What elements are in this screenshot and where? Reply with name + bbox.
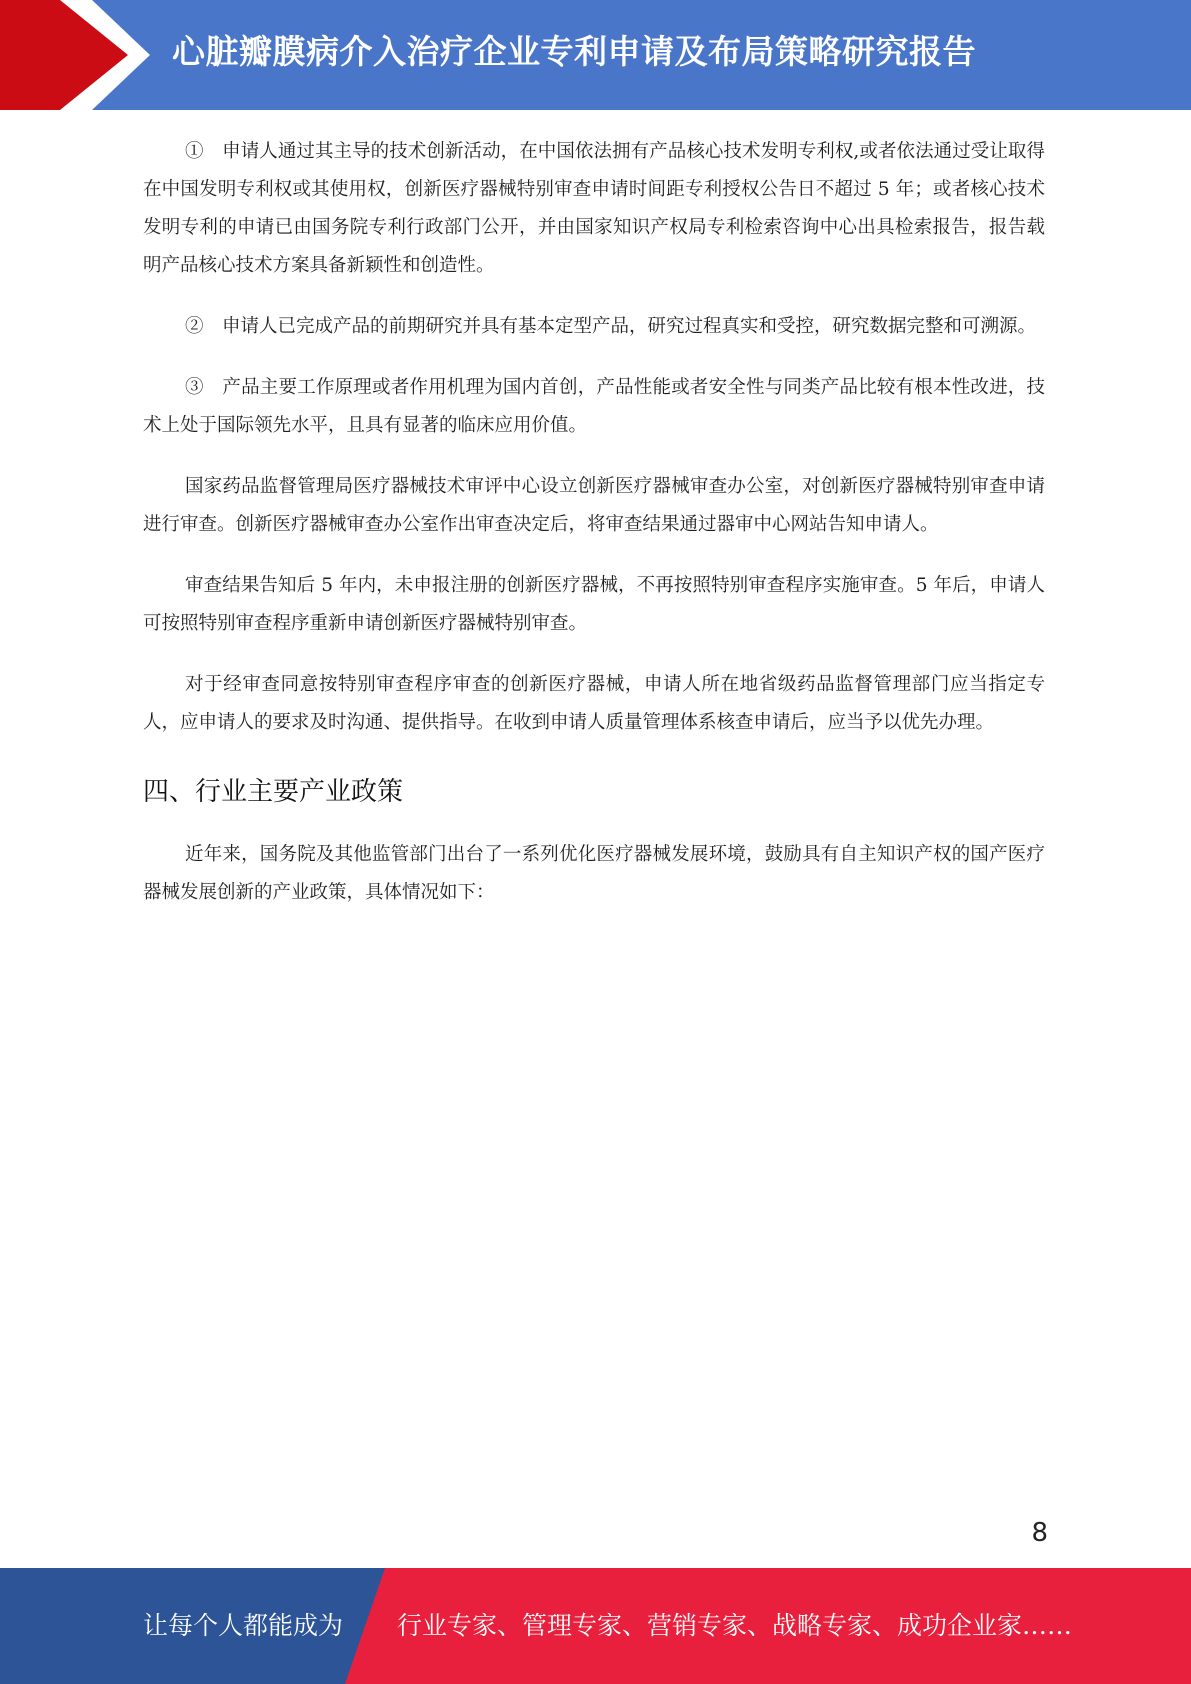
paragraph-policy-intro: 近年来，国务院及其他监管部门出台了一系列优化医疗器械发展环境，鼓励具有自主知识产权的国产医疗器械发展创新的产业政策，具体情况如下： — [143, 844, 1045, 903]
footer-slogan-right: 行业专家、管理专家、营销专家、战略专家、成功企业家…… — [397, 1611, 1073, 1640]
paragraph-review-office: 国家药品监督管理局医疗器械技术审评中心设立创新医疗器械审查办公室，对创新医疗器械特别审查申请进行审查。创新医疗器械审查办公室作出审查决定后，将审查结果通过器审中心网站告知申请人。 — [143, 476, 1045, 535]
paragraph-criterion-2: ② 申请人已完成产品的前期研究并具有基本定型产品，研究过程真实和受控，研究数据完整和可溯源。 — [185, 316, 1037, 337]
section-heading: 四、行业主要产业政策 — [143, 777, 404, 807]
paragraph-criterion-1: ① 申请人通过其主导的技术创新活动，在中国依法拥有产品核心技术发明专利权,或者依法通过受让取得在中国发明专利权或其使用权，创新医疗器械特别审查申请时间距专利授权公告日不超过 5 年；或者核心技术发明专利的申请已由国务院专利行政部门公开，并由国家知识产权局专利检索咨询中心出具检索报告，报告载明产品核心技术方案具备新颖性和创造性。 — [143, 141, 1045, 276]
page-header — [0, 0, 1191, 110]
report-title: 心脏瓣膜病介入治疗企业专利申请及布局策略研究报告 — [172, 32, 976, 71]
page-number: 8 — [1031, 1518, 1048, 1548]
page-footer — [0, 1568, 1191, 1684]
footer-slogan-left: 让每个人都能成为 — [143, 1611, 344, 1640]
paragraph-criterion-3: ③ 产品主要工作原理或者作用机理为国内首创，产品性能或者安全性与同类产品比较有根本性改进，技术上处于国际领先水平，且具有显著的临床应用价值。 — [143, 377, 1045, 436]
paragraph-provincial-guidance: 对于经审查同意按特别审查程序审查的创新医疗器械，申请人所在地省级药品监督管理部门应当指定专人，应申请人的要求及时沟通、提供指导。在收到申请人质量管理体系核查申请后，应当予以优先办理。 — [143, 674, 1045, 733]
header-arrow-decoration — [0, 0, 160, 110]
document-body — [143, 133, 1045, 935]
paragraph-review-period: 审查结果告知后 5 年内，未申报注册的创新医疗器械，不再按照特别审查程序实施审查。5 年后，申请人可按照特别审查程序重新申请创新医疗器械特别审查。 — [143, 575, 1045, 634]
